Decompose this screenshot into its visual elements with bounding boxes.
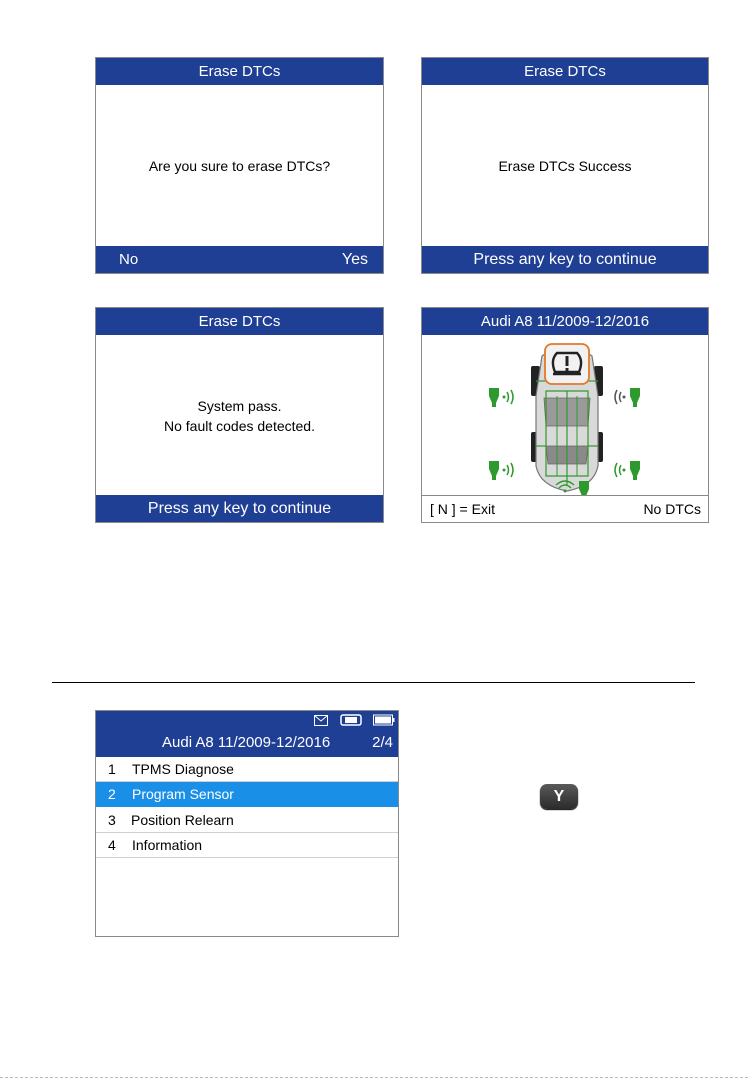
exit-hint[interactable]: [ N ] = Exit (430, 501, 495, 517)
yes-button[interactable]: Yes (341, 251, 368, 268)
system-pass-screen (95, 307, 384, 523)
sensor-front-left-icon (489, 388, 513, 407)
screen-title: Audi A8 11/2009-12/2016 (422, 308, 708, 335)
erase-success-screen (421, 57, 709, 274)
menu-item-program-sensor[interactable] (96, 782, 398, 807)
confirm-footer (96, 246, 383, 273)
item-number: 4 (108, 837, 116, 853)
item-number: 3 (108, 812, 116, 828)
erase-confirm-screen (95, 57, 384, 274)
menu-item-tpms-diagnose[interactable] (96, 757, 398, 782)
sensor-rear-right-icon (615, 461, 640, 480)
vehicle-footer (422, 495, 708, 522)
item-label: Program Sensor (132, 786, 234, 802)
item-label: TPMS Diagnose (132, 761, 234, 777)
continue-label: Press any key to continue (147, 500, 332, 517)
pass-message-line2: No fault codes detected. (164, 418, 315, 434)
menu-item-information[interactable] (96, 833, 398, 858)
pass-message-line1: System pass. (197, 398, 282, 414)
y-key-button[interactable]: Y (540, 784, 578, 809)
vehicle-diagram (422, 336, 708, 499)
section-divider (52, 682, 695, 683)
menu-title: Audi A8 11/2009-12/2016 (162, 734, 331, 751)
sensor-front-right-icon (615, 388, 640, 407)
item-number: 2 (108, 786, 116, 802)
mail-icon (314, 715, 328, 726)
page-indicator: 2/4 (372, 734, 393, 751)
vehicle-link-icon (340, 714, 362, 726)
confirm-message: Are you sure to erase DTCs? (148, 158, 331, 174)
menu-item-position-relearn[interactable] (96, 808, 398, 833)
continue-label: Press any key to continue (473, 251, 657, 268)
item-label: Position Relearn (131, 812, 234, 828)
no-button[interactable]: No (119, 251, 139, 268)
continue-footer[interactable] (96, 495, 383, 522)
vehicle-status-screen (421, 307, 709, 523)
continue-footer[interactable] (422, 246, 708, 273)
screen-title: Erase DTCs (422, 58, 708, 85)
item-label: Information (132, 837, 203, 853)
program-menu-screen (95, 710, 399, 937)
screen-title: Erase DTCs (96, 308, 383, 335)
menu-header (96, 711, 398, 757)
item-number: 1 (108, 761, 116, 777)
dtc-status: No DTCs (643, 501, 701, 517)
screen-title: Erase DTCs (96, 58, 383, 85)
battery-icon (373, 714, 395, 726)
sensor-rear-left-icon (489, 461, 513, 480)
success-message: Erase DTCs Success (498, 158, 632, 174)
